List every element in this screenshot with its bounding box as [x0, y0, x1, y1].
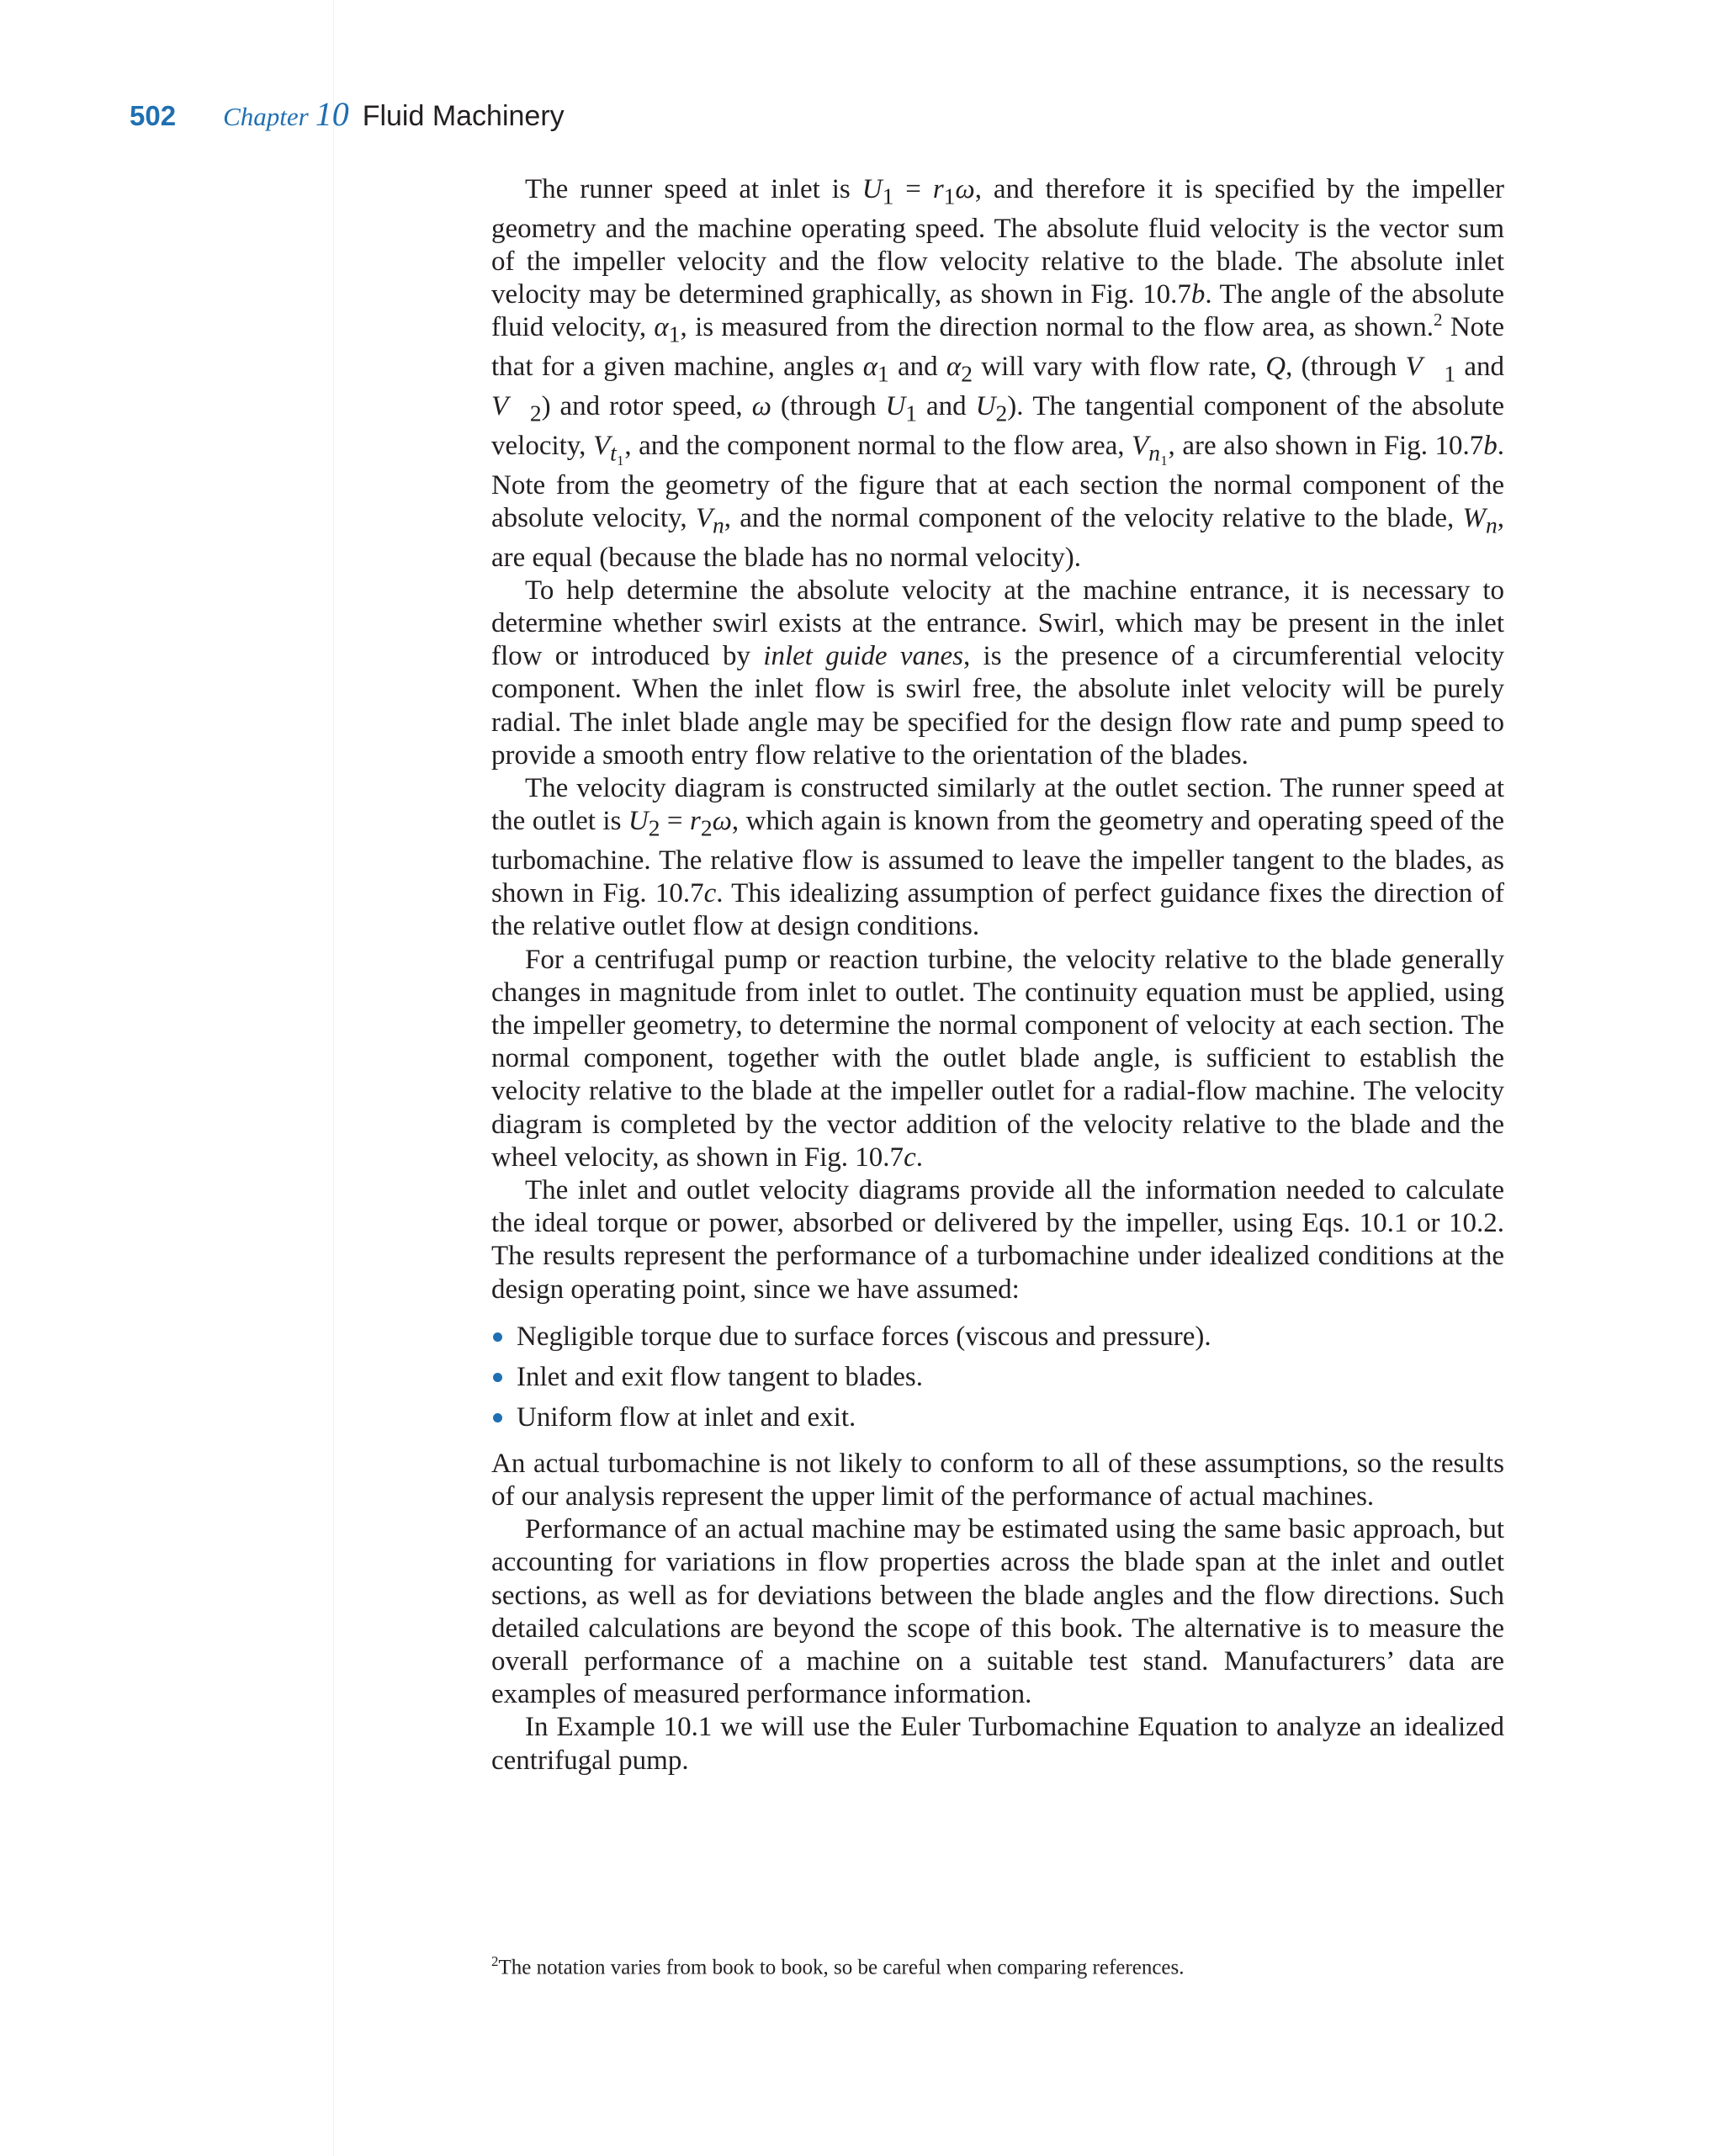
bullet-dot-icon [493, 1373, 502, 1382]
assumption-item [491, 1401, 1504, 1434]
running-header [130, 94, 565, 141]
page-number: 502 [130, 100, 177, 131]
assumption-text: Uniform flow at inlet and exit. [517, 1401, 856, 1433]
footnote-text: The notation varies from book to book, so be careful when comparing references. [498, 1956, 1185, 1979]
paragraph-p1: The runner speed at inlet is $U_1 = r_1\omega$, and therefore it is specified by the impeller geometry and the machine operating speed. The absolute fluid velocity is the vector sum of the impeller velocity and the flow velocity relative to the blade. The absolute inlet velocity may be determined graphically, as shown in Fig. 10.7b. The angle of the absolute fluid velocity, $\alpha_1$, is measured from the direction normal to the flow area, as shown.$^2$ Note that for a given machine, angles $\alpha_1$ and $\alpha_2$ will vary with flow rate, Q, (through $V⃗_1$ and $V⃗_2$) and rotor speed, ω (through $U_1$ and $U_2$). The tangential component of the absolute velocity, $V_{t_1}$, and the component normal to the flow area, $V_{n_1}$, are also shown in Fig. 10.7b. Note from the geometry of the figure that at each section the normal component of the absolute velocity, $V_n$, and the normal component of the velocity relative to the blade, $W_n$, are equal (because the blade has no normal velocity). [491, 174, 1504, 573]
paragraph-p5: The inlet and outlet velocity diagrams provide all the information needed to calculate the ideal torque or power, absorbed or delivered by the impeller, using Eqs. 10.1 or 10.2. The results represent the performance of a turbomachine under idealized conditions at the design operating point, since we have assumed: [491, 1175, 1504, 1305]
assumption-item [491, 1360, 1504, 1394]
paragraph-p2: To help determine the absolute velocity at the machine entrance, it is necessary to determine whether swirl exists at the entrance. Swirl, which may be present in the inlet flow or introduced by inlet guide vanes, is the presence of a circumferential velocity component. When the inlet flow is swirl free, the absolute inlet velocity will be purely radial. The inlet blade angle may be specified for the design flow rate and pump speed to provide a smooth entry flow relative to the orientation of the blades. [491, 575, 1505, 771]
footnote-marker: 2 [491, 1953, 499, 1969]
body-text [491, 173, 1504, 1777]
page-margin-rule [333, 0, 334, 2156]
assumption-item [491, 1320, 1504, 1353]
paragraph-p6: An actual turbomachine is not likely to conform to all of these assumptions, so the results of our analysis represent the upper limit of the performance of actual machines. [491, 1448, 1504, 1512]
paragraph-p3: The velocity diagram is constructed similarly at the outlet section. The runner speed at the outlet is $U_2 = r_2\omega$, which again is known from the geometry and operating speed of the turbomachine. The relative flow is assumed to leave the impeller tangent to the blades, as shown in Fig. 10.7c. This idealizing assumption of perfect guidance fixes the direction of the relative outlet flow at design conditions. [491, 773, 1504, 942]
paragraph-p4: For a centrifugal pump or reaction turbine, the velocity relative to the blade generally changes in magnitude from inlet to outlet. The continuity equation must be applied, using the impeller geometry, to determine the normal component of velocity at each section. The normal component, together with the outlet blade angle, is sufficient to establish the velocity relative to the blade at the impeller outlet for a radial-flow machine. The velocity diagram is completed by the vector addition of the velocity relative to the blade and the wheel velocity, as shown in Fig. 10.7c. [491, 944, 1504, 1173]
chapter-number: 10 [315, 95, 349, 133]
assumption-text: Inlet and exit flow tangent to blades. [517, 1361, 923, 1392]
paragraph-p8: In Example 10.1 we will use the Euler Turbomachine Equation to analyze an idealized centrifugal pump. [491, 1712, 1504, 1776]
assumption-text: Negligible torque due to surface forces (viscous and pressure). [517, 1321, 1211, 1352]
chapter-title: Fluid Machinery [362, 100, 565, 132]
bullet-dot-icon [493, 1413, 502, 1422]
paragraphs-after-list [491, 1448, 1504, 1777]
bullet-dot-icon [493, 1332, 502, 1342]
paragraph-p7: Performance of an actual machine may be estimated using the same basic approach, but accounting for variations in flow properties across the blade span at the inlet and outlet sections, as well as for deviations between the blade angles and the flow directions. Such detailed calculations are beyond the scope of this book. The alternative is to measure the overall performance of a machine on a suitable test stand. Manufacturers’ data are examples of measured performance information. [491, 1514, 1504, 1710]
paragraphs-before-list [491, 173, 1504, 1306]
chapter-label: Chapter [223, 102, 309, 131]
footnote [491, 1948, 1504, 1981]
assumptions-list [491, 1320, 1504, 1434]
